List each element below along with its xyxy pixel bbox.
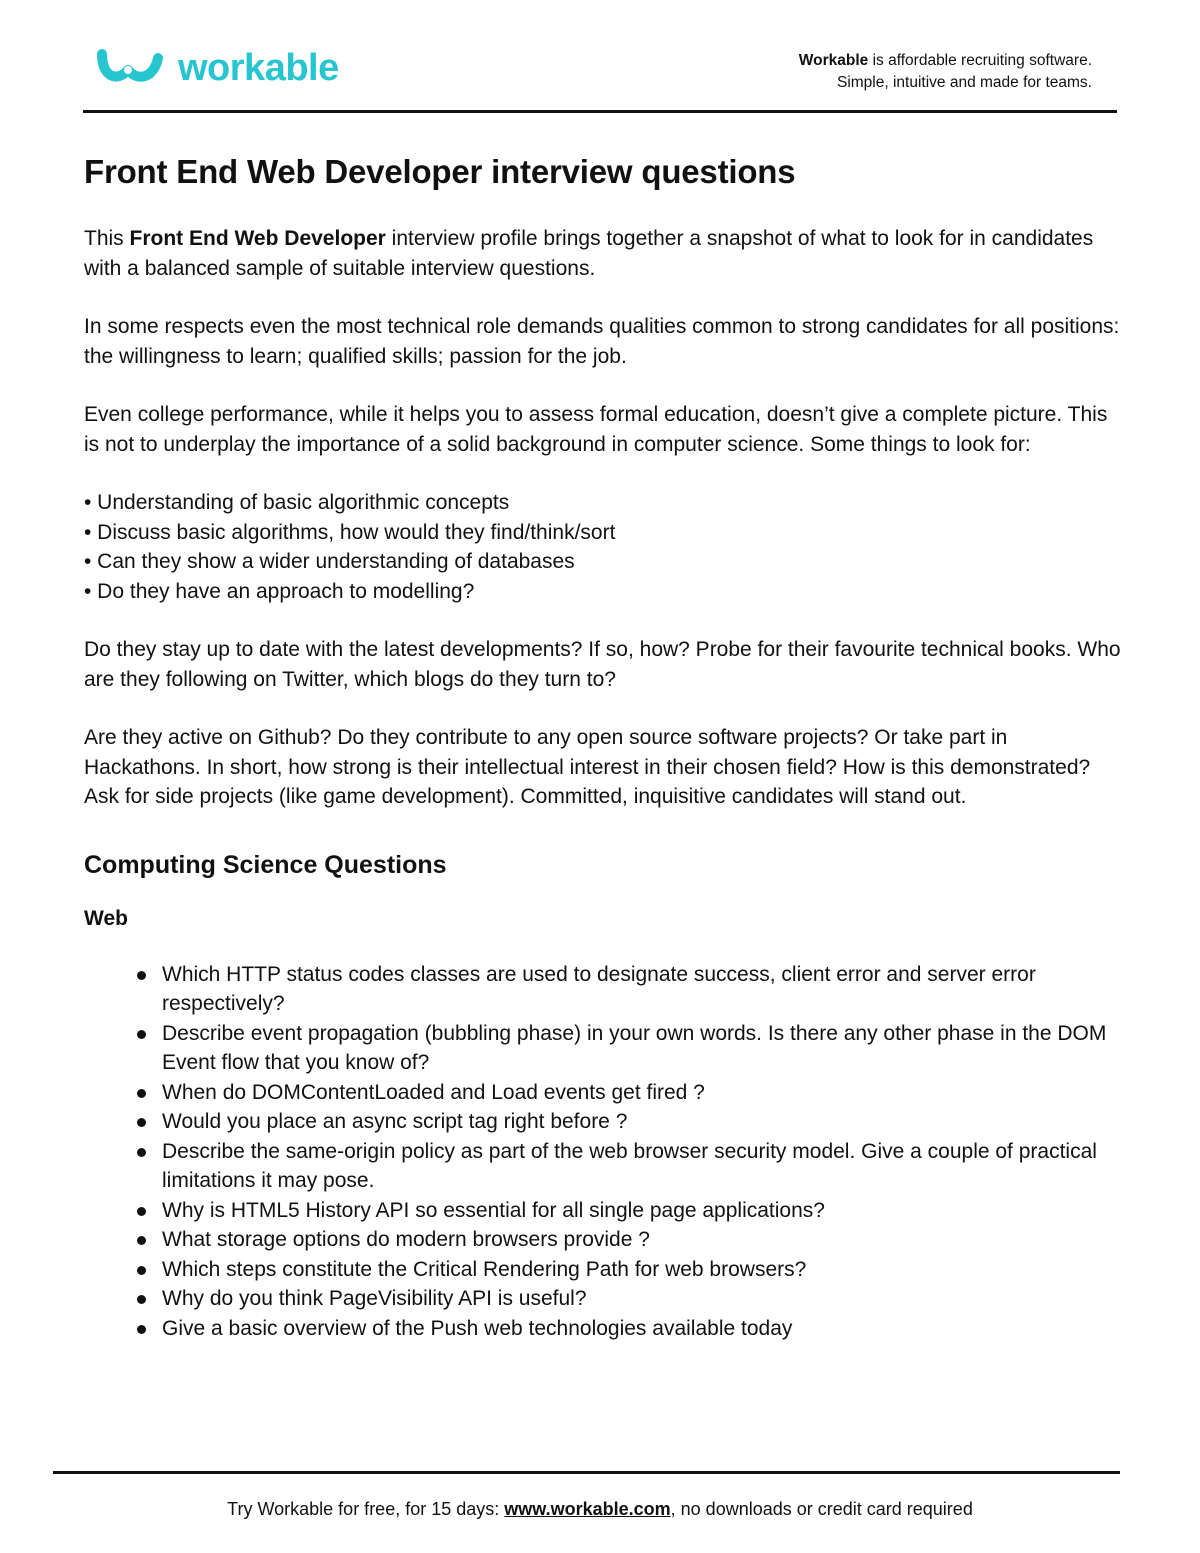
intro-paragraph — [84, 224, 1124, 283]
workable-logo[interactable] — [96, 48, 339, 88]
list-item: • Discuss basic algorithms, how would they find/think/sort — [84, 520, 616, 544]
paragraph-developments: Do they stay up to date with the latest developments? If so, how? Probe for their favourite technical books. Who are they following on Twitter, which blogs do they turn to? — [84, 638, 1121, 691]
bullet-icon — [137, 1266, 146, 1275]
document-body — [84, 150, 1124, 1343]
intro-before: This — [84, 227, 130, 250]
questions-list — [84, 960, 1122, 1344]
question-text: Why is HTML5 History API so essential for all single page applications? — [162, 1198, 825, 1222]
question-item — [162, 1019, 1122, 1078]
intro-after: interview profile brings together a snapshot of what to look for in candidates with a balanced sample of suitable interview questions. — [84, 227, 1094, 280]
question-item — [162, 1078, 1122, 1108]
question-text: What storage options do modern browsers provide ? — [162, 1228, 650, 1251]
question-item — [162, 1137, 1122, 1196]
header-divider — [83, 110, 1117, 113]
bullet-icon — [137, 1295, 146, 1304]
question-text: Give a basic overview of the Push web technologies available today — [162, 1316, 793, 1340]
question-item — [162, 1107, 1122, 1137]
bullet-icon — [137, 1118, 146, 1127]
bullet-icon — [137, 1148, 146, 1157]
question-text: Describe event propagation (bubbling phase) in your own words. Is there any other phase in the DOM Event flow that you know of? — [162, 1021, 1107, 1074]
footer-divider — [53, 1471, 1120, 1474]
tagline — [799, 50, 1092, 94]
intro-bold: Front End Web Developer — [129, 227, 386, 250]
question-item — [162, 1196, 1122, 1226]
paragraph-education: Even college performance, while it helps you to assess formal education, doesn’t give a complete picture. This is not to underplay the importance of a solid background in computer science. Some things to look for: — [84, 403, 1108, 456]
question-item — [162, 1284, 1122, 1314]
logo-wordmark: workable — [178, 47, 339, 89]
paragraph-qualities: In some respects even the most technical role demands qualities common to strong candidates for all positions: the willingness to learn; qualified skills; passion for the job. — [84, 315, 1120, 368]
workable-link[interactable]: www.workable.com — [504, 1499, 671, 1519]
look-for-list — [84, 488, 1124, 606]
paragraph-github: Are they active on Github? Do they contribute to any open source software projects? Or take part in Hackathons. In short, how strong is their intellectual interest in their chosen field? How is this demonstrated? Ask for side projects (like game development). Committed, inquisitive candidates will stand out. — [84, 726, 1091, 808]
bullet-icon — [137, 1089, 146, 1098]
question-text: Describe the same-origin policy as part of the web browser security model. Give a couple of practical limitations it may pose. — [162, 1139, 1097, 1192]
footer-text-before: Try Workable for free, for 15 days: — [227, 1499, 505, 1519]
tagline-line1: is affordable recruiting software. — [868, 52, 1092, 69]
tagline-brand: Workable — [798, 52, 869, 69]
question-text: Which HTTP status codes classes are used to designate success, client error and server error respectively? — [162, 962, 1036, 1015]
bullet-icon — [137, 1207, 146, 1216]
question-item — [162, 1314, 1122, 1344]
bullet-icon — [137, 1325, 146, 1334]
list-item: • Do they have an approach to modelling? — [84, 579, 475, 603]
page-title: Front End Web Developer interview questions — [84, 153, 796, 190]
tagline-line2: Simple, intuitive and made for teams. — [836, 74, 1092, 91]
footer-text-after: , no downloads or credit card required — [670, 1499, 973, 1519]
list-item: • Can they show a wider understanding of databases — [84, 550, 575, 573]
question-item — [162, 1255, 1122, 1285]
question-text: When do DOMContentLoaded and Load events get fired ? — [162, 1080, 705, 1104]
bullet-icon — [137, 1030, 146, 1039]
question-text: Why do you think PageVisibility API is useful? — [162, 1287, 587, 1310]
page-footer — [0, 1497, 1200, 1521]
question-text: Would you place an async script tag right before ? — [162, 1110, 628, 1133]
page-header — [0, 0, 1200, 112]
subsection-title: Web — [84, 906, 128, 930]
bullet-icon — [137, 1236, 146, 1245]
list-item: • Understanding of basic algorithmic concepts — [84, 491, 510, 514]
section-title: Computing Science Questions — [84, 850, 447, 879]
workable-logo-icon — [96, 48, 166, 88]
question-item — [162, 1225, 1122, 1255]
bullet-icon — [137, 971, 146, 980]
question-text: Which steps constitute the Critical Rendering Path for web browsers? — [162, 1257, 807, 1281]
question-item — [162, 960, 1122, 1019]
